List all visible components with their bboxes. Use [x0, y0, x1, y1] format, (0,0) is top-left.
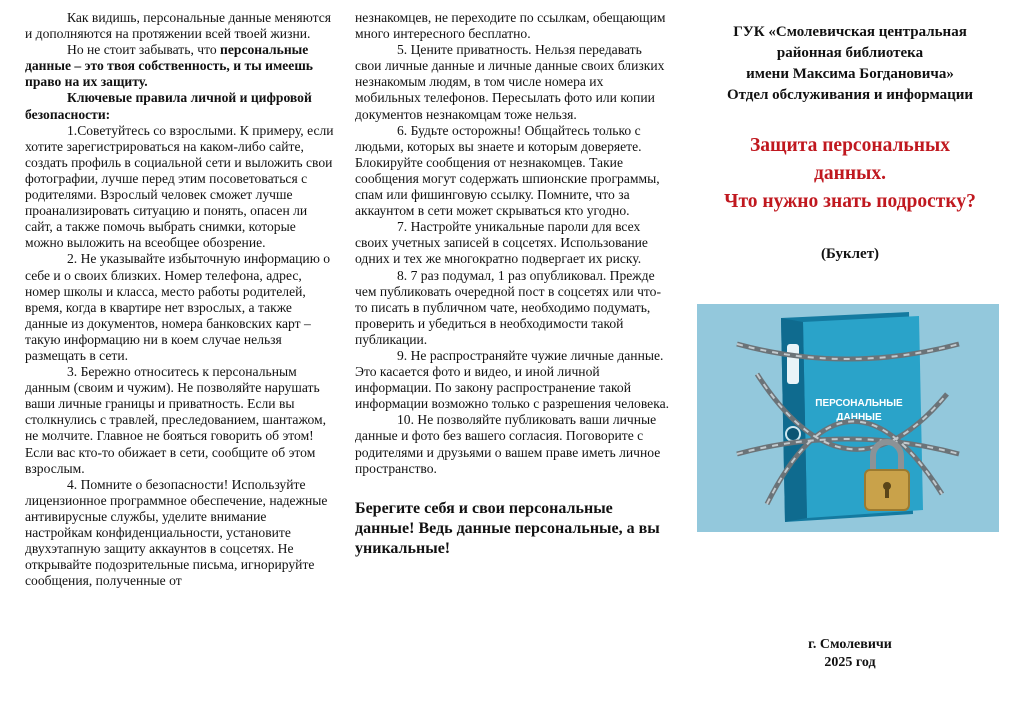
rule-2: 2. Не указывайте избыточную информацию о себе и о своих близких. Номер телефона, адрес, номер школы и класса, место работы родителей, время, когда в квартире нет взрослых, а также данные из документов, номера банковских карт – такую информацию ни в коем случае нельзя размещать в сети. [25, 251, 331, 363]
rule-9: 9. Не распространяйте чужие личные данные. Это касается фото и видео, и иной личной информации. По закону распространение такой информации возможно только с разрешения человека. [355, 347, 670, 412]
spine-ring [786, 427, 800, 441]
spine-label [787, 344, 799, 384]
org-line-1: ГУК «Смолевичская центральная [733, 24, 967, 40]
binder-illustration [697, 304, 999, 532]
binder-label-line-1: ПЕРСОНАЛЬНЫЕ [815, 398, 903, 409]
ownership-text: Но не стоит забывать, что [67, 42, 221, 58]
left-column [25, 10, 335, 589]
rule-8: 8. 7 раз подумал, 1 раз опубликовал. Прежде чем публиковать очередной пост в соцсетях или что-то писать в публичном чате, необходимо подумать, проверить и убедиться в необходимости такой публикации. [355, 267, 661, 347]
cover-column [695, 10, 1005, 262]
rule-6: 6. Будьте осторожны! Общайтесь только с людьми, которых вы знаете и которым доверяете. Блокируйте сообщения от незнакомцев. Такие сообщения могут содержать шпионские программы, спам или фишинговую ссылку. Помните, что за аккаунтом в сети может скрываться кто угодно. [355, 122, 660, 219]
ownership-bold-text: персональные данные – это твоя собственность, и ты имеешь право на их защиту. [25, 42, 313, 90]
booklet-label: (Буклет) [820, 246, 880, 262]
binder-svg [697, 304, 999, 532]
binder-label-line-2: ДАННЫЕ [836, 412, 882, 423]
middle-column [355, 10, 670, 559]
cover-footer [695, 636, 1005, 672]
rule-1: 1.Советуйтесь со взрослыми. К примеру, если хотите зарегистрироваться на каком-либо сайте, создать профиль в социальной сети и выложить свои фотографии, лучше перед этим посоветоваться с родителями. Взрослый человек сможет лучше проанализировать ситуацию и понять, опасен ли сайт, а также помочь выбрать снимки, которые можно выложить на всеобщее обозрение. [25, 122, 334, 251]
closing-message: Берегите себя и свои персональные данные! Ведь данные персональные, а вы уникальные! [355, 499, 660, 557]
organization-name [695, 22, 1005, 106]
rule-3: 3. Бережно относитесь к персональным данным (своим и чужим). Не позволяйте нарушать ваши личные границы и приватность. Если вы столкнулись с травлей, преследованием, шантажом, не молчите. Главное не бояться говорить об этом! Если вас кто-то обижает в сети, сообщите об этом взрослым. [25, 364, 327, 476]
rules-heading: Ключевые правила личной и цифровой безопасности: [25, 90, 312, 122]
org-line-3: имени Максима Богдановича» [746, 66, 954, 82]
org-line-2: районная библиотека [776, 45, 924, 61]
title-line-3: Что нужно знать подростку? [724, 191, 976, 212]
city-label: г. Смолевичи [808, 637, 892, 652]
rule-10: 10. Не позволяйте публиковать ваши личные данные и фото без вашего согласия. Поговорите с родителями и друзьями о вашем праве иметь личное пространство. [355, 412, 661, 476]
rule-7: 7. Настройте уникальные пароли для всех своих учетных записей в соцсетях. Использование одних и тех же многократно подвергает их риску. [355, 219, 648, 267]
intro-paragraph: Как видишь, персональные данные меняются и дополняются на протяжении всей твоей жизни. [25, 10, 332, 42]
ownership-paragraph [25, 42, 335, 90]
year-label: 2025 год [824, 655, 876, 670]
booklet-title [695, 132, 1005, 216]
title-line-1: Защита персональных [750, 135, 950, 156]
org-line-4: Отдел обслуживания и информации [726, 87, 974, 103]
rule-4-end: незнакомцев, не переходите по ссылкам, обещающим много интересного бесплатно. [355, 10, 666, 42]
rule-5: 5. Цените приватность. Нельзя передавать свои личные данные и личные данные своих близких незнакомым людям, в том числе номера их мобильных телефонов. Пересылать фото или копии документов незнакомцам тоже нельзя. [355, 42, 665, 122]
title-line-2: данных. [814, 163, 886, 184]
rule-4-start: 4. Помните о безопасности! Используйте лицензионное программное обеспечение, надежные антивирусные службы, уделите внимание настройкам конфиденциальности, установите двухэтапную защиту аккаунтов в соцсетях. Не открывайте подозрительные письма, игнорируйте сообщения, полученные от [25, 476, 328, 589]
